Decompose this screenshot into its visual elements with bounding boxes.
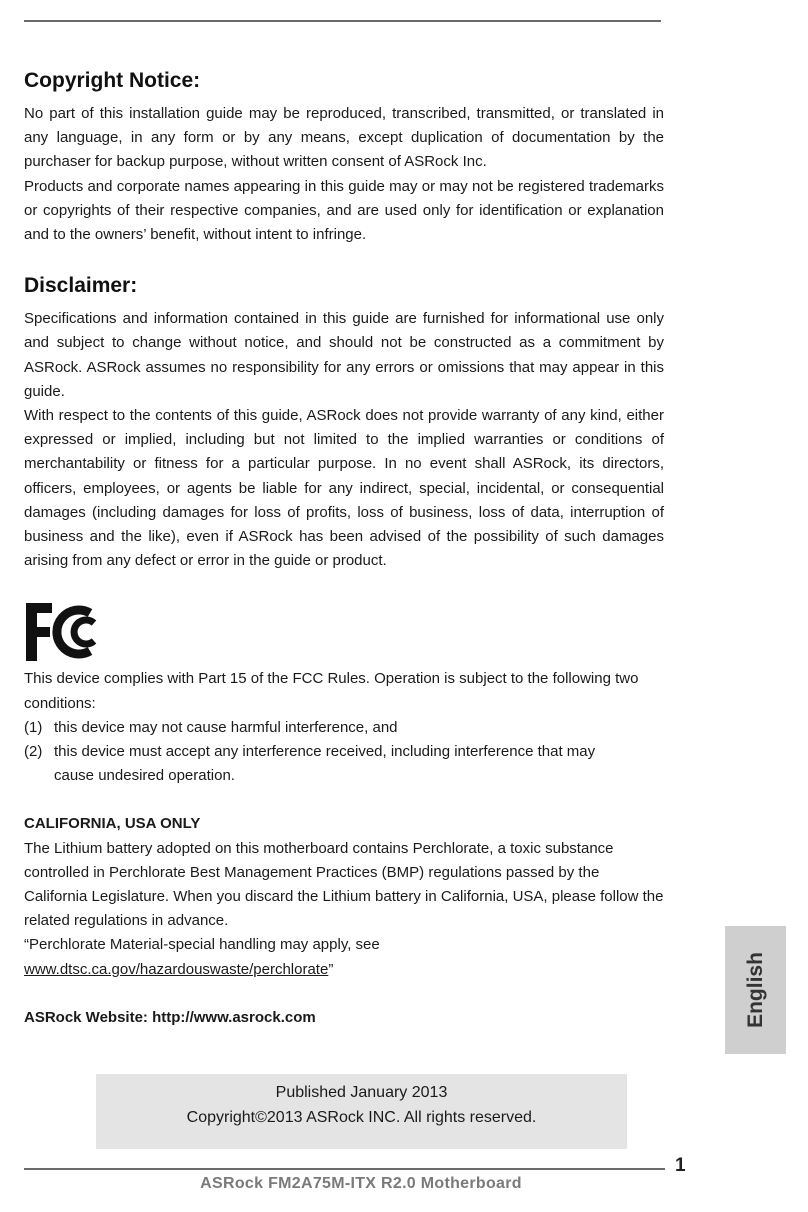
fcc-condition-text: this device may not cause harmful interference, and <box>54 718 398 736</box>
language-tab <box>725 926 786 1054</box>
page-number: 1 <box>675 1155 686 1176</box>
perchlorate-quote-suffix: ” <box>328 960 334 978</box>
copyright-line: Copyright©2013 ASRock INC. All rights reserved. <box>186 1109 537 1126</box>
copyright-heading: Copyright Notice: <box>24 69 201 92</box>
perchlorate-link[interactable]: www.dtsc.ca.gov/hazardouswaste/perchlorate <box>24 960 329 978</box>
california-heading: CALIFORNIA, USA ONLY <box>24 815 201 833</box>
language-tab-label: English <box>743 952 767 1028</box>
bottom-rule <box>24 1168 665 1170</box>
fcc-condition-number: (2) <box>24 743 43 761</box>
fcc-condition-text: this device must accept any interference received, including interference that may cause undesired operation. <box>54 743 596 785</box>
disclaimer-paragraph-2: With respect to the contents of this guide, ASRock does not provide warranty of any kind, either expressed or implied, including but not limited to the implied warranties or conditions of merchantability or fitness for a particular purpose. In no event shall ASRock, its directors, officers, employees, or agents be liable for any indirect, special, incidental, or consequential damages (including damages for loss of profits, loss of business, loss of data, interruption of business and the like), even if ASRock has been advised of the possibility of such damages arising from any defect or error in the guide or product. <box>24 407 664 570</box>
asrock-website: ASRock Website: http://www.asrock.com <box>24 1008 316 1026</box>
published-date: Published January 2013 <box>275 1084 448 1101</box>
disclaimer-paragraph-1: Specifications and information contained in this guide are furnished for informational use only and subject to change without notice, and should not be constructed as a commitment by ASRock. ASRock assumes no responsibility for any errors or omissions that may appear in this guide. <box>24 310 664 400</box>
fcc-condition-1 <box>24 716 664 740</box>
document-body <box>24 66 664 1030</box>
copyright-paragraph-2: Products and corporate names appearing in this guide may or may not be registered trademarks or copyrights of their respective companies, and are used only for identification or explanation and to the owners’ benefit, without intent to infringe. <box>24 177 664 244</box>
fcc-logo-icon <box>24 601 106 663</box>
fcc-condition-2 <box>24 740 664 788</box>
perchlorate-quote-prefix: “Perchlorate Material-special handling may apply, see <box>24 936 380 954</box>
perchlorate-quote <box>24 933 664 981</box>
fcc-condition-number: (1) <box>24 718 43 736</box>
fcc-intro: This device complies with Part 15 of the FCC Rules. Operation is subject to the following two conditions: <box>24 670 639 712</box>
top-rule <box>24 20 661 22</box>
published-box <box>96 1074 627 1149</box>
disclaimer-heading: Disclaimer: <box>24 274 138 298</box>
footer-title: ASRock FM2A75M-ITX R2.0 Motherboard <box>200 1175 522 1192</box>
copyright-paragraph-1: No part of this installation guide may be reproduced, transcribed, transmitted, or translated in any language, in any form or by any means, except duplication of documentation by the purchaser for backup purpose, without written consent of ASRock Inc. <box>24 105 664 171</box>
california-body: The Lithium battery adopted on this motherboard contains Perchlorate, a toxic substance controlled in Perchlorate Best Management Practices (BMP) regulations passed by the California Legislature. When you discard the Lithium battery in California, USA, please follow the related regulations in advance. <box>24 839 664 930</box>
